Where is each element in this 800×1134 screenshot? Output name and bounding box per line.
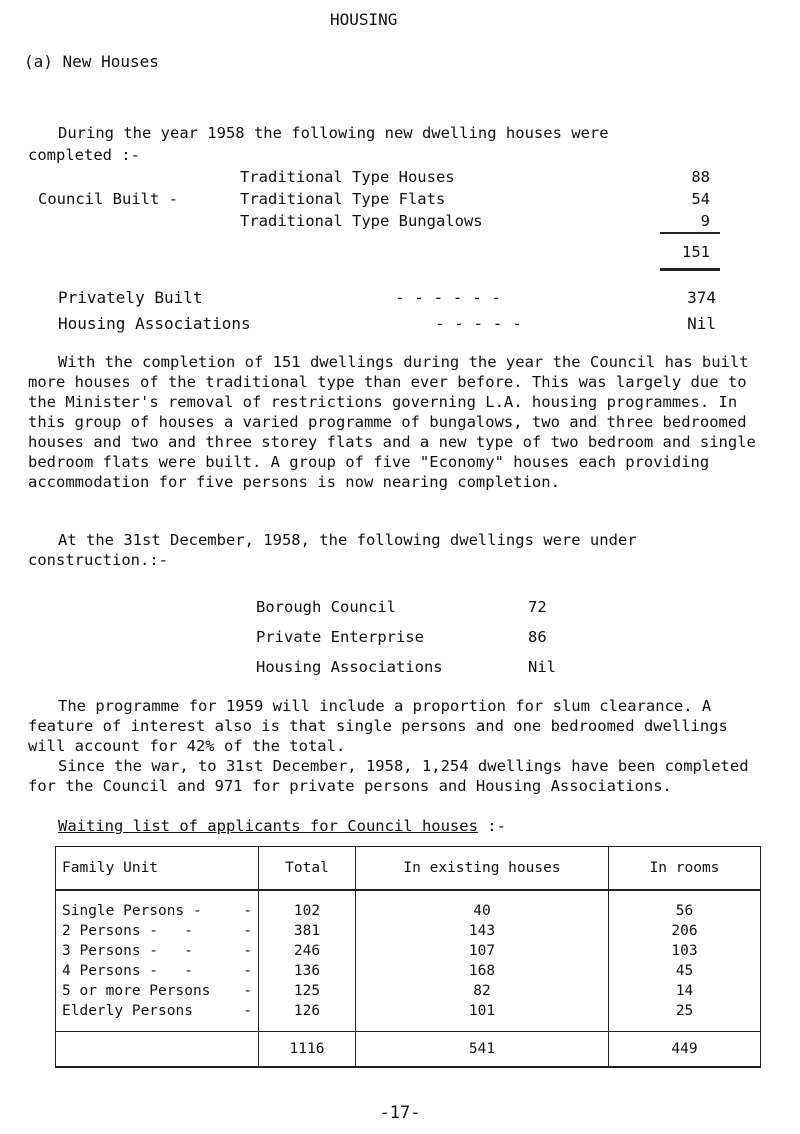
cell-total: 381 bbox=[259, 921, 356, 941]
page-heading: HOUSING bbox=[330, 10, 398, 29]
cell-total: 102 bbox=[259, 890, 356, 921]
paragraph-programme: The programme for 1959 will include a proportion for slum clearance. A feature of interest also is that single persons and one bedroomed dwellings will account for 42% of the total. bbox=[28, 697, 728, 755]
council-total: 151 bbox=[682, 243, 710, 261]
totals-empty-cell bbox=[56, 1032, 259, 1068]
cell-in-rooms: 14 bbox=[609, 981, 761, 1001]
header-total: Total bbox=[259, 847, 356, 891]
housing-associations-value: Nil bbox=[687, 314, 716, 333]
housing-associations-label: Housing Associations bbox=[58, 314, 251, 333]
council-row-value: 9 bbox=[700, 212, 710, 230]
unit-label: 3 Persons - - bbox=[62, 943, 193, 959]
cell-family-unit bbox=[56, 961, 259, 981]
table-totals-row bbox=[56, 1032, 761, 1068]
unit-label: Single Persons - bbox=[62, 903, 202, 919]
cell-family-unit bbox=[56, 890, 259, 921]
cell-in-rooms: 206 bbox=[609, 921, 761, 941]
cell-total: 126 bbox=[259, 1001, 356, 1032]
construction-value: 86 bbox=[528, 628, 547, 646]
waiting-list-title-suffix: :- bbox=[477, 817, 506, 835]
page-number: -17- bbox=[379, 1103, 421, 1123]
council-row-label: Traditional Type Bungalows bbox=[240, 212, 483, 230]
cell-in-rooms: 103 bbox=[609, 941, 761, 961]
paragraph-since-war: Since the war, to 31st December, 1958, 1,254 dwellings have been completed for the Council and 971 for private persons and Housing Associations. bbox=[28, 757, 749, 795]
table-row bbox=[56, 961, 761, 981]
subtotal-rule bbox=[660, 232, 720, 234]
cell-total: 246 bbox=[259, 941, 356, 961]
construction-label: Housing Associations bbox=[256, 658, 443, 676]
cell-family-unit bbox=[56, 1001, 259, 1032]
totals-in-rooms: 449 bbox=[609, 1032, 761, 1068]
totals-total: 1116 bbox=[259, 1032, 356, 1068]
table-row bbox=[56, 1001, 761, 1032]
council-row-label: Traditional Type Houses bbox=[240, 168, 455, 186]
construction-label: Private Enterprise bbox=[256, 628, 424, 646]
construction-value: 72 bbox=[528, 598, 547, 616]
cell-in-existing-houses: 82 bbox=[356, 981, 609, 1001]
housing-associations-dashes: - - - - - bbox=[435, 314, 522, 333]
table-row bbox=[56, 981, 761, 1001]
unit-dash: - bbox=[243, 963, 252, 979]
total-rule bbox=[660, 268, 720, 271]
waiting-list-title bbox=[58, 816, 506, 836]
construction-label: Borough Council bbox=[256, 598, 396, 616]
construction-intro: At the 31st December, 1958, the following dwellings were under construction.:- bbox=[28, 531, 637, 569]
cell-total: 136 bbox=[259, 961, 356, 981]
unit-label: 5 or more Persons bbox=[62, 983, 211, 999]
council-built-label: Council Built - bbox=[38, 190, 178, 208]
council-row-label: Traditional Type Flats bbox=[240, 190, 446, 208]
unit-dash: - bbox=[243, 1003, 252, 1019]
unit-dash: - bbox=[243, 943, 252, 959]
cell-total: 125 bbox=[259, 981, 356, 1001]
table-header-row bbox=[56, 847, 761, 891]
cell-in-rooms: 56 bbox=[609, 890, 761, 921]
construction-value: Nil bbox=[528, 658, 556, 676]
privately-built-label: Privately Built bbox=[58, 288, 203, 307]
header-in-rooms: In rooms bbox=[609, 847, 761, 891]
council-row-value: 88 bbox=[691, 168, 710, 186]
cell-family-unit bbox=[56, 941, 259, 961]
table-row bbox=[56, 890, 761, 921]
header-family-unit: Family Unit bbox=[56, 847, 259, 891]
intro-line-2: completed :- bbox=[28, 146, 140, 164]
waiting-list-table bbox=[55, 846, 761, 1068]
unit-dash: - bbox=[243, 983, 252, 999]
unit-label: 4 Persons - - bbox=[62, 963, 193, 979]
cell-family-unit bbox=[56, 981, 259, 1001]
header-in-existing-houses: In existing houses bbox=[356, 847, 609, 891]
waiting-list-title-text: Waiting list of applicants for Council houses bbox=[58, 817, 478, 835]
section-label: (a) New Houses bbox=[24, 52, 159, 71]
cell-family-unit bbox=[56, 921, 259, 941]
table-row bbox=[56, 921, 761, 941]
unit-dash: - bbox=[243, 903, 252, 919]
unit-label: 2 Persons - - bbox=[62, 923, 193, 939]
privately-built-value: 374 bbox=[687, 288, 716, 307]
intro-line-1: During the year 1958 the following new dwelling houses were bbox=[58, 124, 609, 142]
paragraph-completion: With the completion of 151 dwellings during the year the Council has built more houses of the traditional type than ever before. This was largely due to the Minister's removal of restrictions governing L.A. housing programmes. In this group of houses a varied programme of bungalows, two and three bedroomed houses and two and three storey flats and a new type of two bedroom and single bedroom flats were built. A group of five "Economy" houses each providing accommodation for five persons is now nearing completion. bbox=[28, 353, 756, 491]
privately-built-dashes: - - - - - - bbox=[395, 288, 501, 307]
council-row-value: 54 bbox=[691, 190, 710, 208]
cell-in-rooms: 25 bbox=[609, 1001, 761, 1032]
unit-dash: - bbox=[243, 923, 252, 939]
cell-in-existing-houses: 168 bbox=[356, 961, 609, 981]
totals-in-existing-houses: 541 bbox=[356, 1032, 609, 1068]
cell-in-rooms: 45 bbox=[609, 961, 761, 981]
table-row bbox=[56, 941, 761, 961]
cell-in-existing-houses: 40 bbox=[356, 890, 609, 921]
unit-label: Elderly Persons bbox=[62, 1003, 193, 1019]
cell-in-existing-houses: 143 bbox=[356, 921, 609, 941]
cell-in-existing-houses: 107 bbox=[356, 941, 609, 961]
cell-in-existing-houses: 101 bbox=[356, 1001, 609, 1032]
